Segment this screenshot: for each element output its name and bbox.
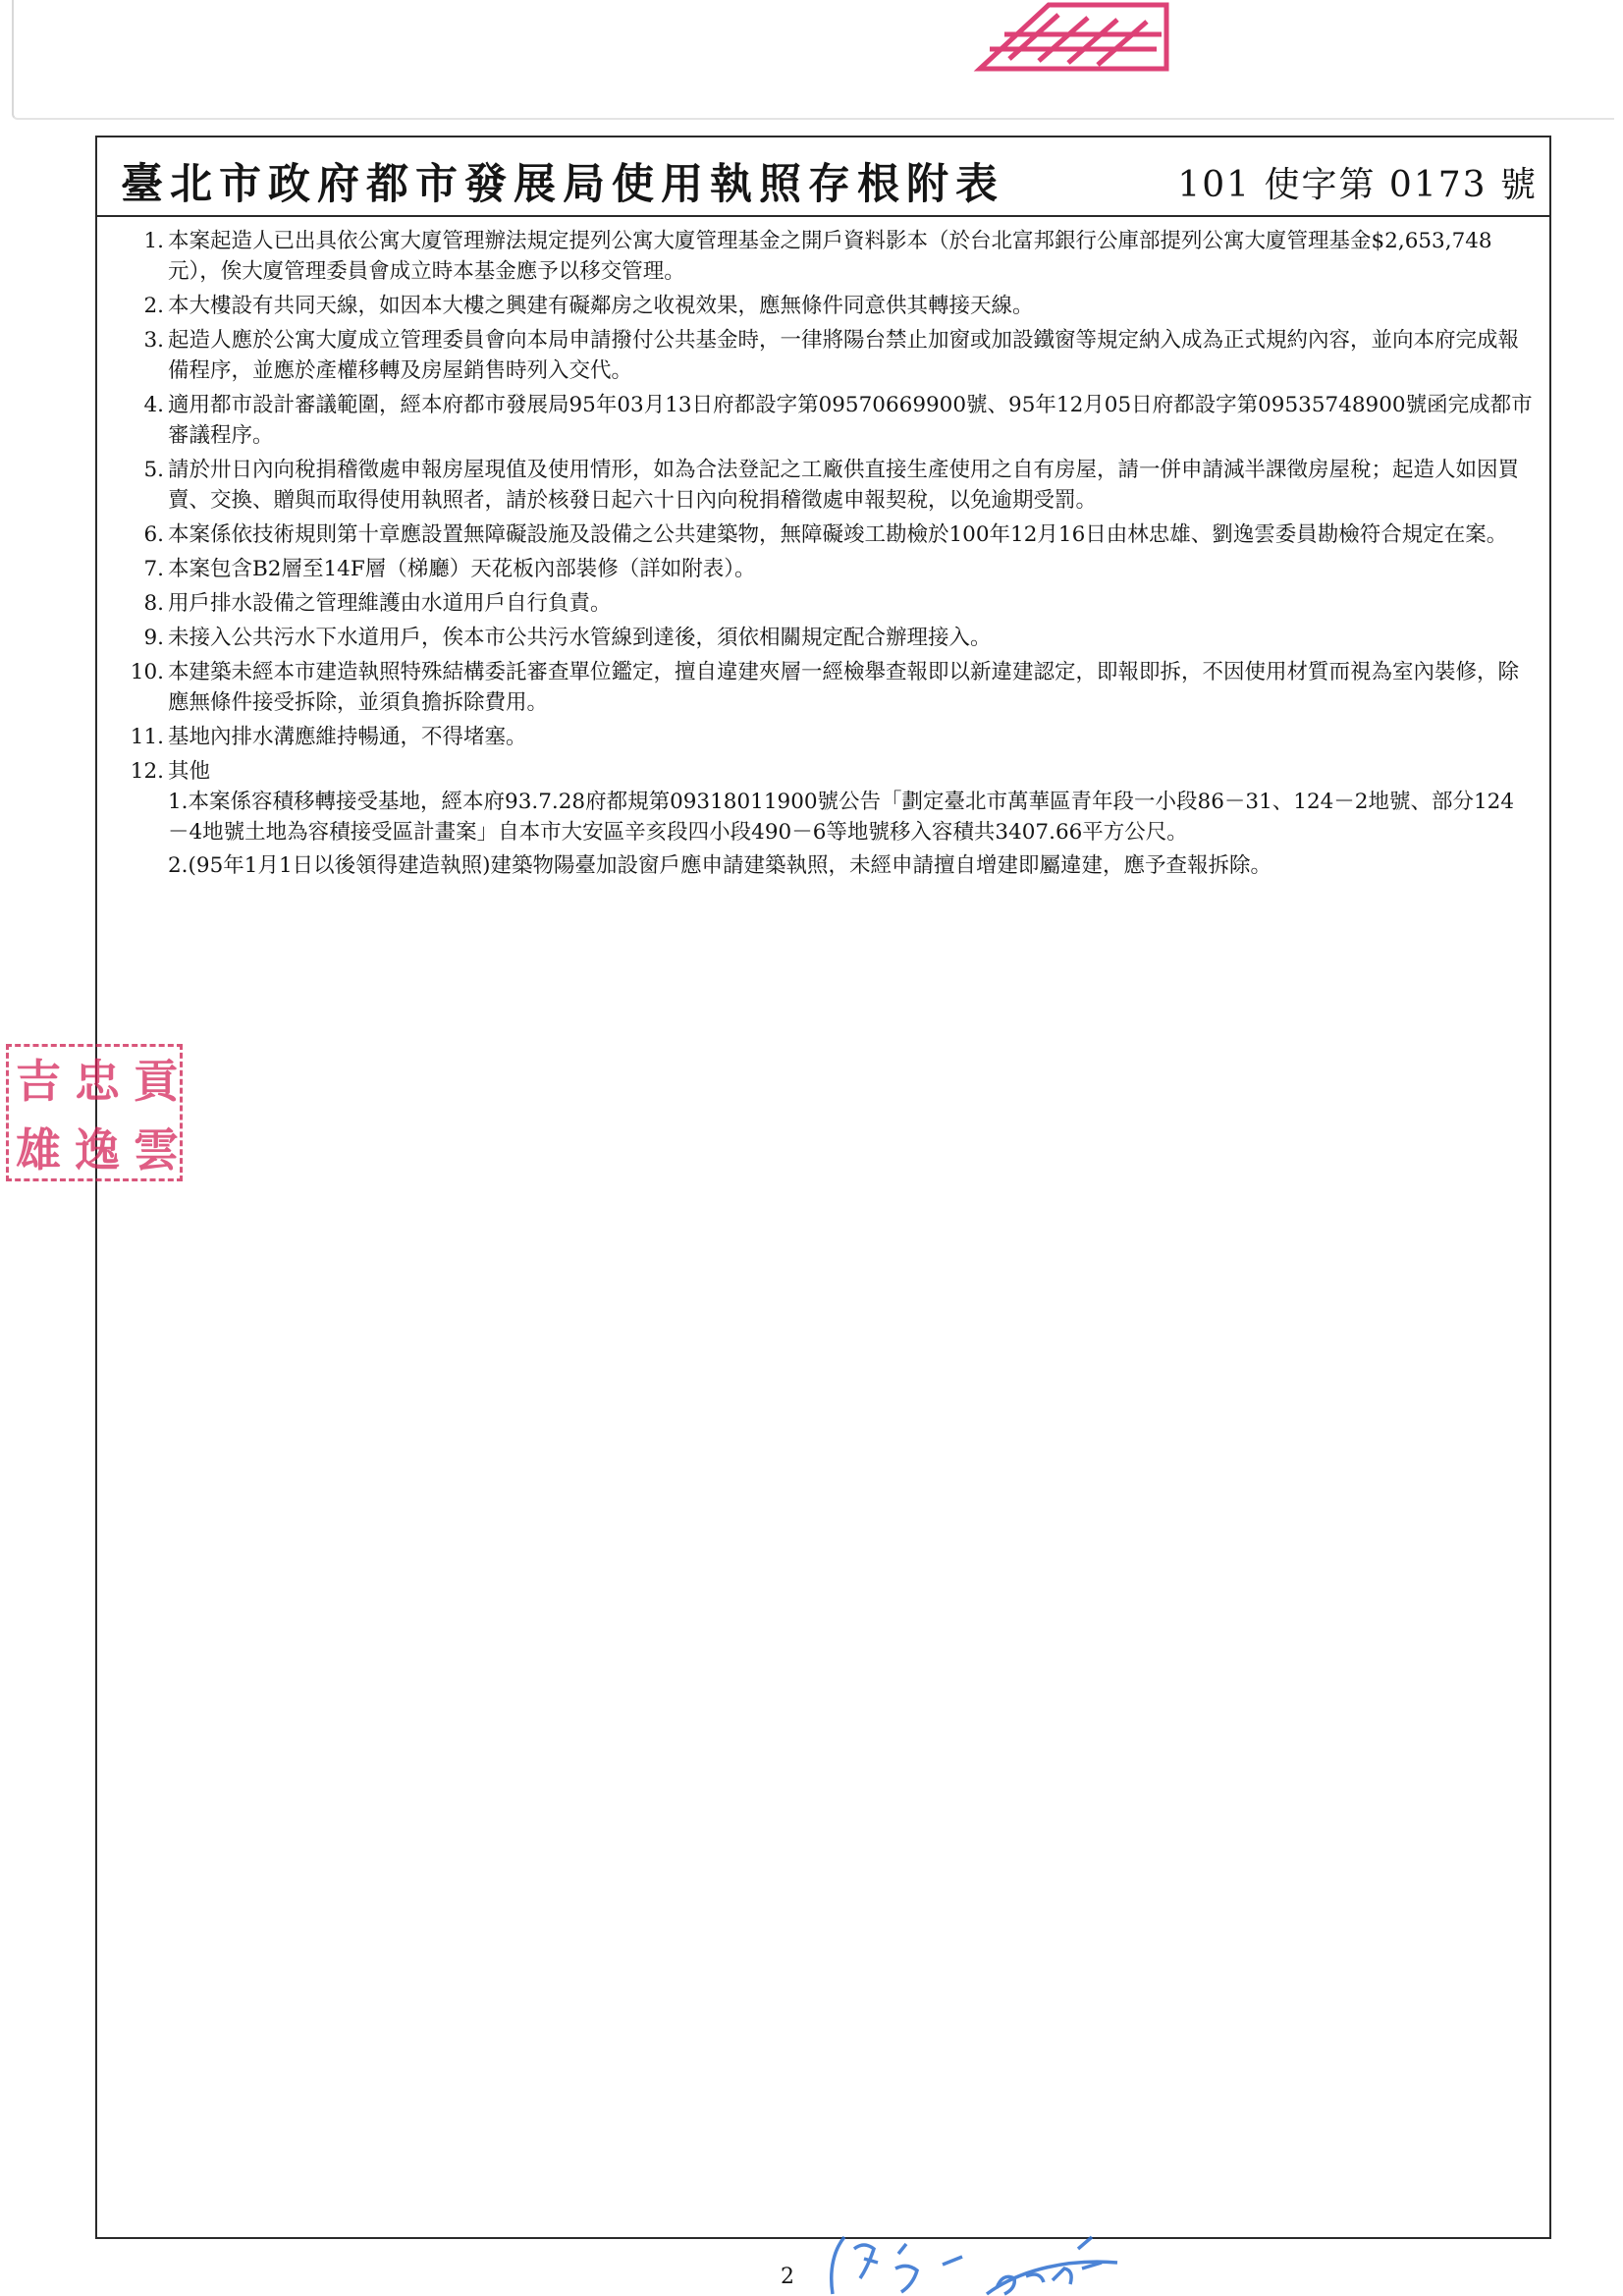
conditions-list [115,226,1534,885]
item-number: 2. [143,294,164,318]
scan-edge-artifact [12,0,1614,120]
item-number: 4. [143,393,164,417]
item-number: 6. [143,522,164,547]
item-number: 11. [130,725,164,749]
item-text: 請於卅日內向稅捐稽徵處申報房屋現值及使用情形，如為合法登記之工廠供直接生產使用之自有房屋，請一併申請減半課徵房屋稅；起造人如因買賣、交換、贈與而取得使用執照者，請於核發日起六十日內向稅捐稽徵處申報契稅，以免逾期受罰。 [168,458,1520,513]
seal-char: 貢 [134,1055,179,1108]
item-text: 本大樓設有共同天線，如因本大樓之興建有礙鄰房之收視效果，應無條件同意供其轉接天線。 [168,294,1034,318]
list-item [115,588,1534,619]
other-subitems [168,787,1534,881]
seal-stamp-left [6,1044,183,1181]
list-item [115,325,1534,386]
other-subitem: 1.本案係容積移轉接受基地，經本府93.7.28府都規第09318011900號公告「劃定臺北市萬華區青年段一小段86－31、124－2地號、部分124－4地號土地為容積接受區計畫案」自本市大安區辛亥段四小段490－6等地號移入容積共3407.66平方公尺。 [168,790,1515,845]
document-title: 臺北市政府都市發展局使用執照存根附表 [121,160,1004,209]
item-number: 10. [130,660,164,684]
list-item [115,390,1534,451]
item-text: 其他 [168,759,211,784]
seal-char: 忠 [75,1055,120,1108]
item-number: 9. [143,626,164,650]
seal-stamp-top-icon [970,0,1176,77]
list-item [115,722,1534,752]
other-subitem: 2.(95年1月1日以後領得建造執照)建築物陽臺加設窗戶應申請建築執照，未經申請擅自增建即屬違建，應予查報拆除。 [168,853,1272,878]
item-text: 基地內排水溝應維持暢通，不得堵塞。 [168,725,527,749]
seal-char: 吉 [16,1055,61,1108]
list-item [115,226,1534,287]
item-number: 8. [143,591,164,616]
item-number: 5. [143,458,164,482]
item-text: 未接入公共污水下水道用戶，俟本市公共污水管線到達後，須依相關規定配合辦理接入。 [168,626,992,650]
item-text: 適用都市設計審議範圍，經本府都市發展局95年03月13日府都設字第09570669900號、95年12月05日府都設字第09535748900號函完成都市審議程序。 [168,393,1533,448]
item-text: 本案起造人已出具依公寓大廈管理辦法規定提列公寓大廈管理基金之開戶資料影本（於台北富邦銀行公庫部提列公寓大廈管理基金$2,653,748元），俟大廈管理委員會成立時本基金應予以移交管理。 [168,229,1492,284]
page-number: 2 [781,2265,794,2289]
seal-grid [6,1044,183,1181]
list-item [115,554,1534,584]
list-item [115,657,1534,718]
item-text: 本案包含B2層至14F層（梯廳）天花板內部裝修（詳如附表）。 [168,557,756,581]
item-text: 本案係依技術規則第十章應設置無障礙設施及設備之公共建築物，無障礙竣工勘檢於100年12月16日由林忠雄、劉逸雲委員勘檢符合規定在案。 [168,522,1508,547]
document-number: 101 使字第 0173 號 [1177,165,1538,205]
title-row [97,137,1549,217]
list-item [115,623,1534,653]
list-item [115,291,1534,321]
item-number: 3. [143,328,164,353]
list-item [115,519,1534,550]
document-frame [95,136,1551,2239]
item-text: 用戶排水設備之管理維護由水道用戶自行負責。 [168,591,612,616]
seal-char: 逸 [75,1123,120,1176]
seal-char: 雄 [16,1123,61,1176]
item-number: 1. [143,229,164,253]
seal-char: 雲 [134,1123,179,1176]
item-text: 本建築未經本市建造執照特殊結構委託審查單位鑑定，擅自違建夾層一經檢舉查報即以新違建認定，即報即拆，不因使用材質而視為室內裝修，除應無條件接受拆除，並須負擔拆除費用。 [168,660,1520,715]
list-item [115,455,1534,516]
item-number: 7. [143,557,164,581]
item-number: 12. [130,759,164,784]
item-text: 起造人應於公寓大廈成立管理委員會向本局申請撥付公共基金時，一律將陽台禁止加窗或加設鐵窗等規定納入成為正式規約內容，並向本府完成報備程序，並應於產權移轉及房屋銷售時列入交代。 [168,328,1520,383]
list-item [115,756,1534,881]
date-stamp-icon [825,2229,1119,2296]
